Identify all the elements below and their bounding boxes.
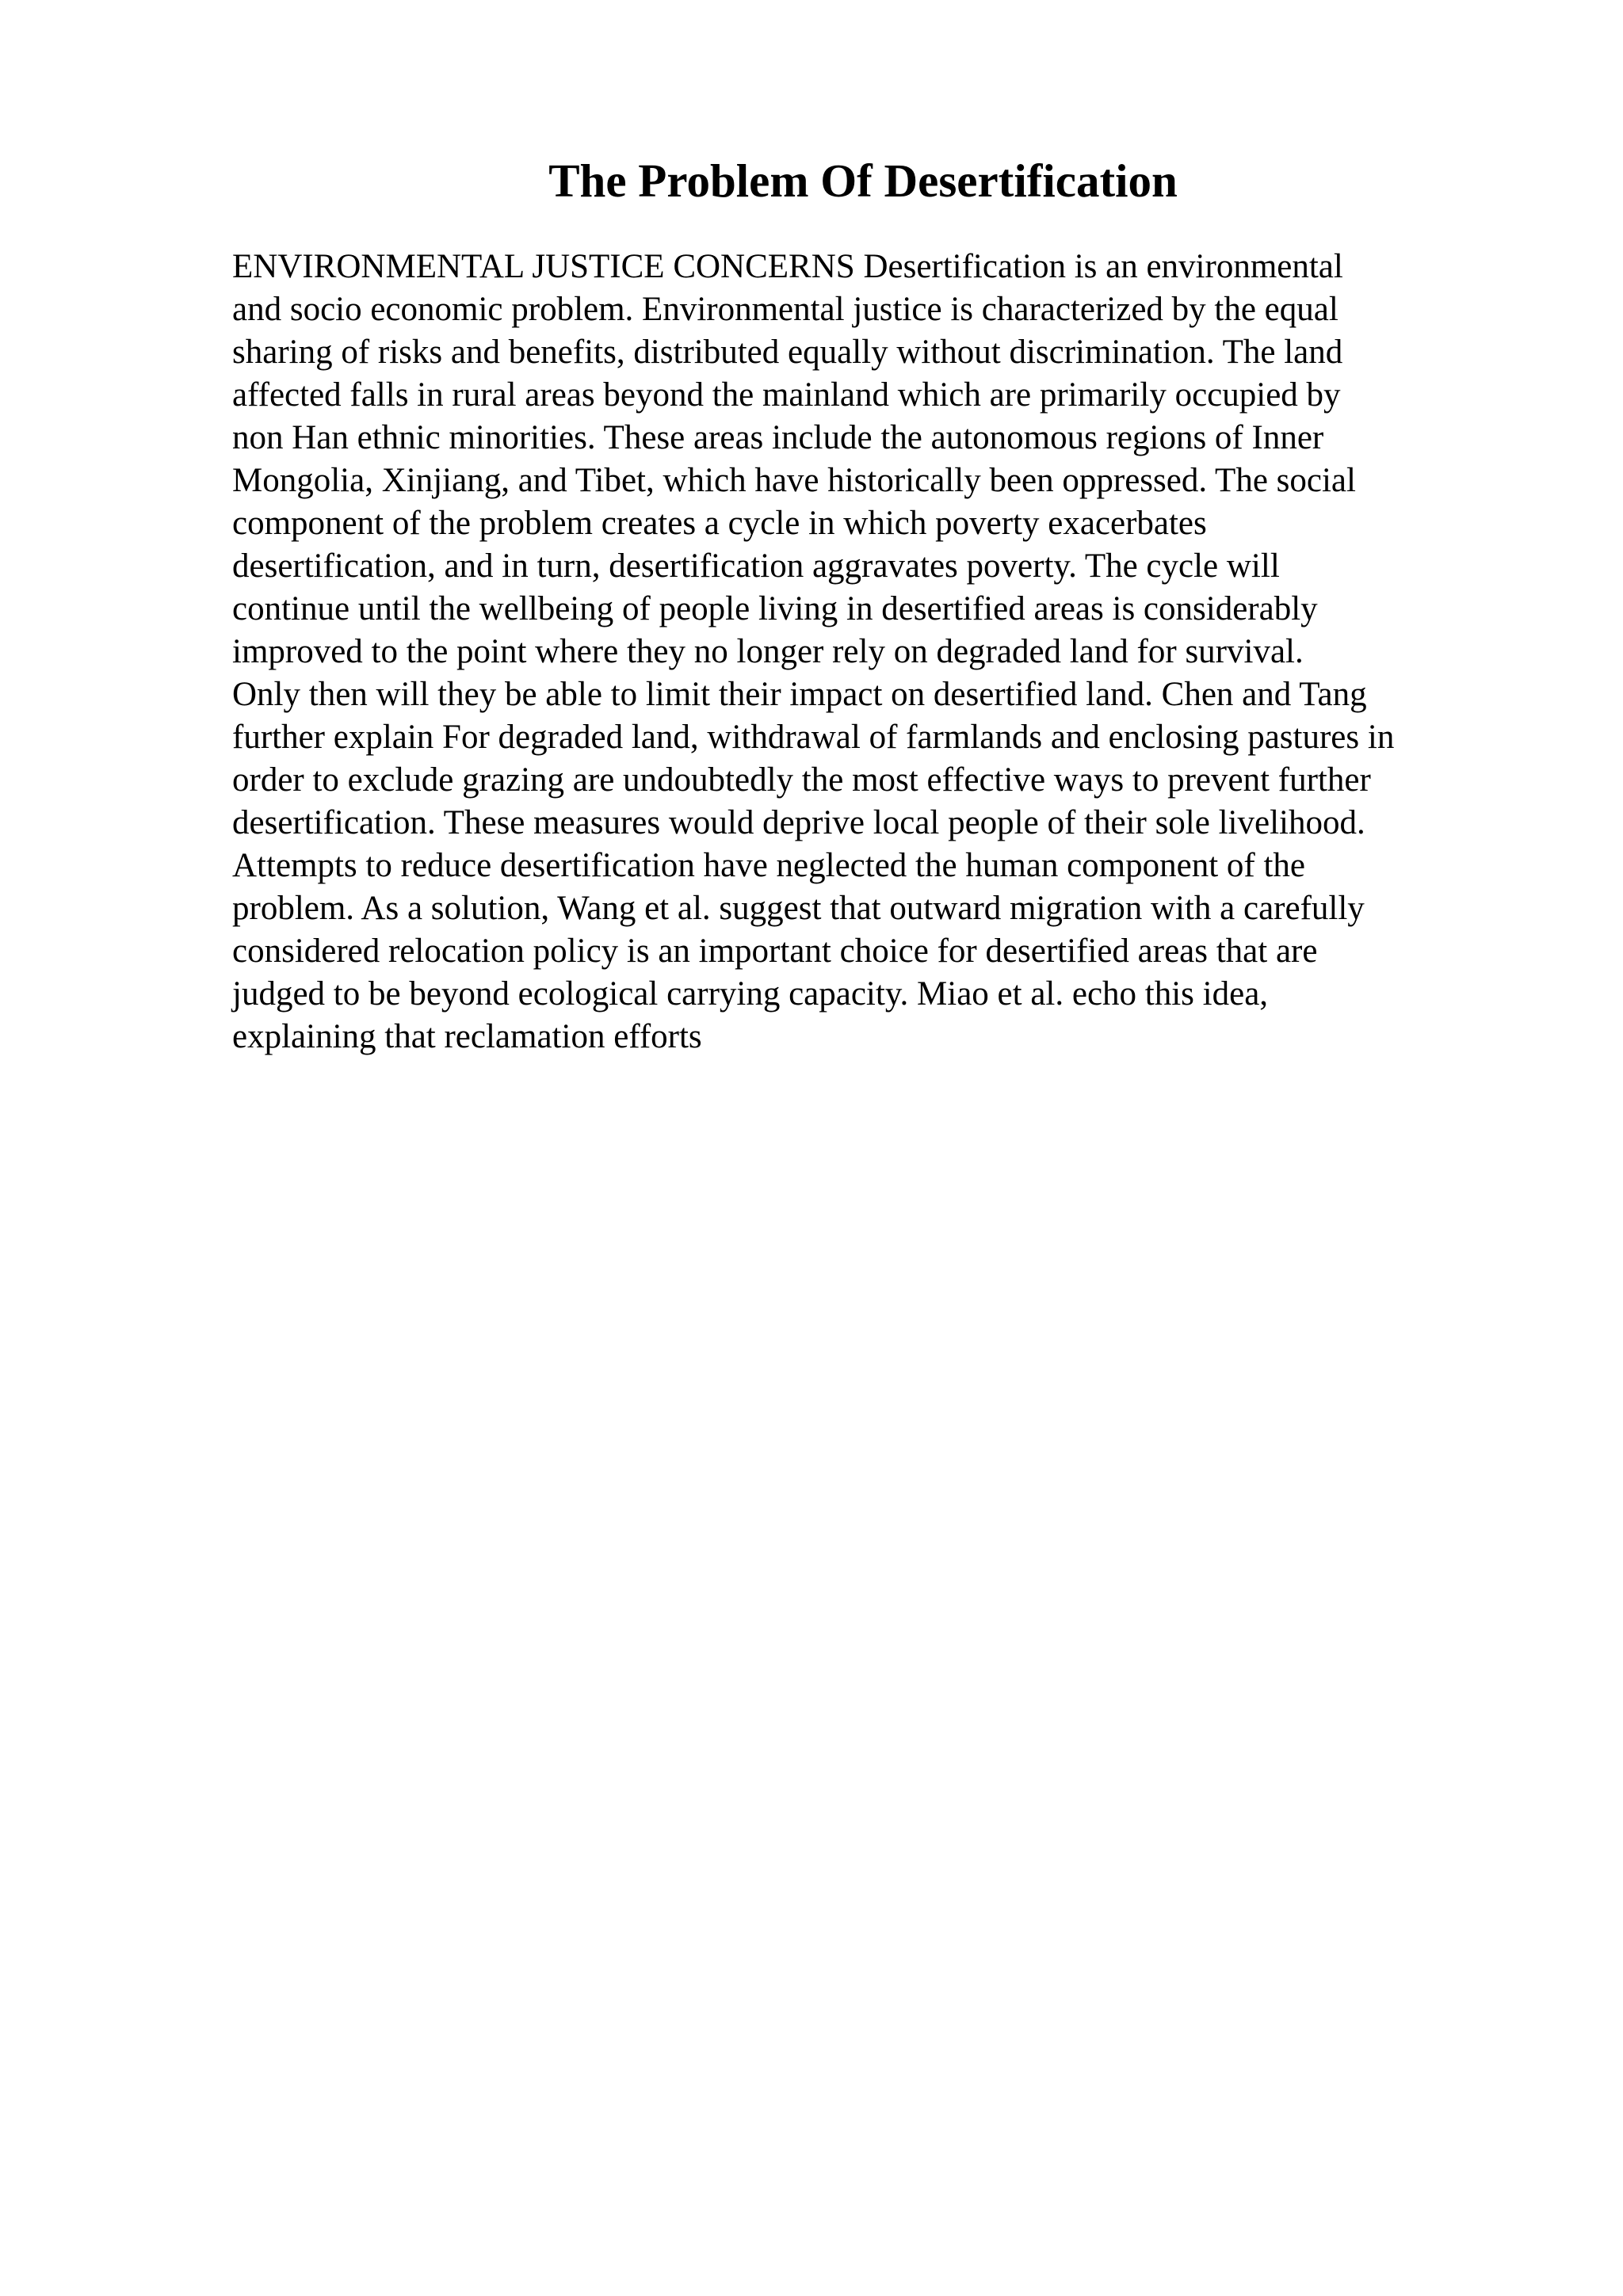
body-line: improved to the point where they no longer rely on degraded land for survival. [232, 633, 1304, 670]
body-line: Only then will they be able to limit their impact on desertified land. Chen and Tang [232, 676, 1367, 713]
body-line: judged to be beyond ecological carrying capacity. Miao et al. echo this idea, [232, 975, 1269, 1013]
body-line: component of the problem creates a cycle in which poverty exacerbates [232, 505, 1207, 542]
body-line: order to exclude grazing are undoubtedly the most effective ways to prevent further [232, 761, 1371, 799]
body-line: problem. As a solution, Wang et al. suggest that outward migration with a carefully [232, 890, 1365, 927]
body-line: and socio economic problem. Environmental justice is characterized by the equal [232, 291, 1338, 328]
body-line: further explain For degraded land, withdrawal of farmlands and enclosing pastures in [232, 719, 1395, 756]
body-line: desertification, and in turn, desertification aggravates poverty. The cycle will [232, 547, 1280, 585]
body-line: considered relocation policy is an important choice for desertified areas that are [232, 933, 1318, 970]
body-line: desertification. These measures would deprive local people of their sole livelihood. [232, 804, 1365, 841]
document-body [232, 246, 1500, 1058]
body-line: affected falls in rural areas beyond the mainland which are primarily occupied by [232, 376, 1341, 414]
body-line: Attempts to reduce desertification have neglected the human component of the [232, 847, 1306, 884]
document-title: The Problem Of Desertification [548, 154, 1178, 207]
body-line: ENVIRONMENTAL JUSTICE CONCERNS Desertification is an environmental [232, 248, 1343, 285]
body-line: sharing of risks and benefits, distributed equally without discrimination. The land [232, 334, 1343, 371]
body-line: Mongolia, Xinjiang, and Tibet, which have historically been oppressed. The social [232, 462, 1356, 499]
body-line: continue until the wellbeing of people living in desertified areas is considerably [232, 590, 1318, 627]
body-line: explaining that reclamation efforts [232, 1018, 702, 1055]
body-line: non Han ethnic minorities. These areas include the autonomous regions of Inner [232, 419, 1324, 456]
